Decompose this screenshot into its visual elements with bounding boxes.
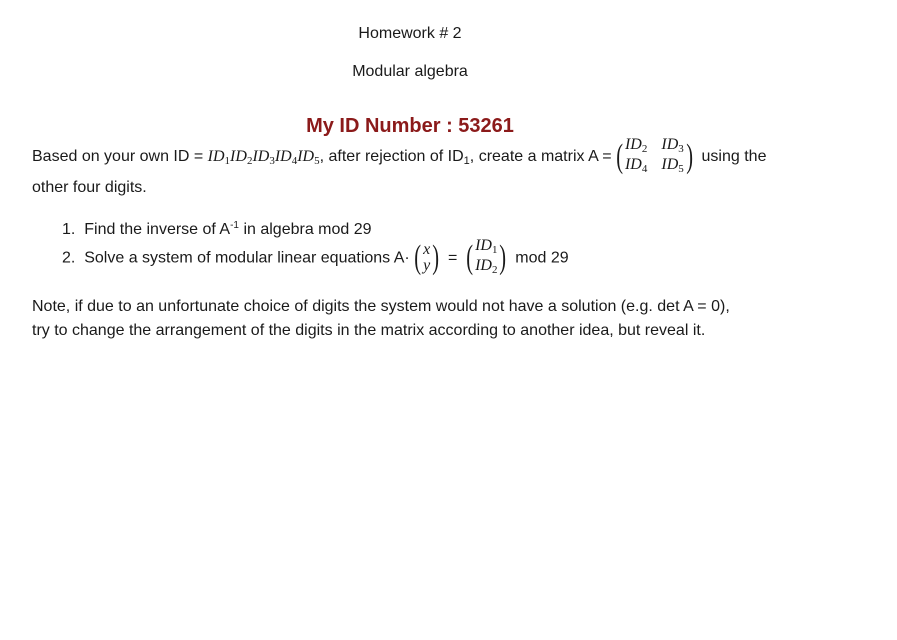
homework-title: Homework # 2 <box>358 25 462 42</box>
intro-text-part4: using the <box>701 148 767 166</box>
intro-line <box>32 137 766 180</box>
id-number-heading: My ID Number : 53261 <box>306 115 514 137</box>
matrix-a: ( $ID_2$ $ID_3$ $ID_4$ $ID_5$ ) <box>615 136 693 175</box>
intro-text-part2-sub: 1 <box>463 155 470 168</box>
task-sup: -1 <box>230 220 239 231</box>
task-number: 2. <box>62 249 76 267</box>
note-line-1: Note, if due to an unfortunate choice of digits the system would not have a solution (e.g. det A = 0), <box>32 298 730 315</box>
task-text-after: mod 29 <box>515 249 569 267</box>
task-number: 1. <box>62 221 76 238</box>
note-line-2: try to change the arrangement of the digits in the matrix according to another idea, but reveal it. <box>32 322 706 339</box>
left-paren: ( <box>615 138 623 175</box>
homework-subtitle: Modular algebra <box>352 63 468 80</box>
intro-text-part2: , after rejection of ID <box>319 148 464 166</box>
intro-line-2: other four digits. <box>32 179 147 196</box>
task-item-2 <box>62 238 569 278</box>
intro-text-part3: , create a matrix A = <box>469 148 612 166</box>
equals-sign: = <box>447 249 458 267</box>
task-item-1 <box>62 216 372 240</box>
vector-id: ( $ID_1$ $ID_2$ ) <box>466 237 507 276</box>
vector-xy: ( x y ) <box>414 238 440 276</box>
right-paren: ) <box>686 138 693 175</box>
task-text-after: in algebra mod 29 <box>239 221 372 238</box>
intro-text-part1: Based on your own ID = <box>32 148 208 166</box>
task-text: Solve a system of modular linear equations A· <box>84 249 410 267</box>
id-expression: $ID_1ID_2ID_3ID_4ID_5$ <box>207 148 320 168</box>
task-text: Find the inverse of A <box>84 221 231 238</box>
